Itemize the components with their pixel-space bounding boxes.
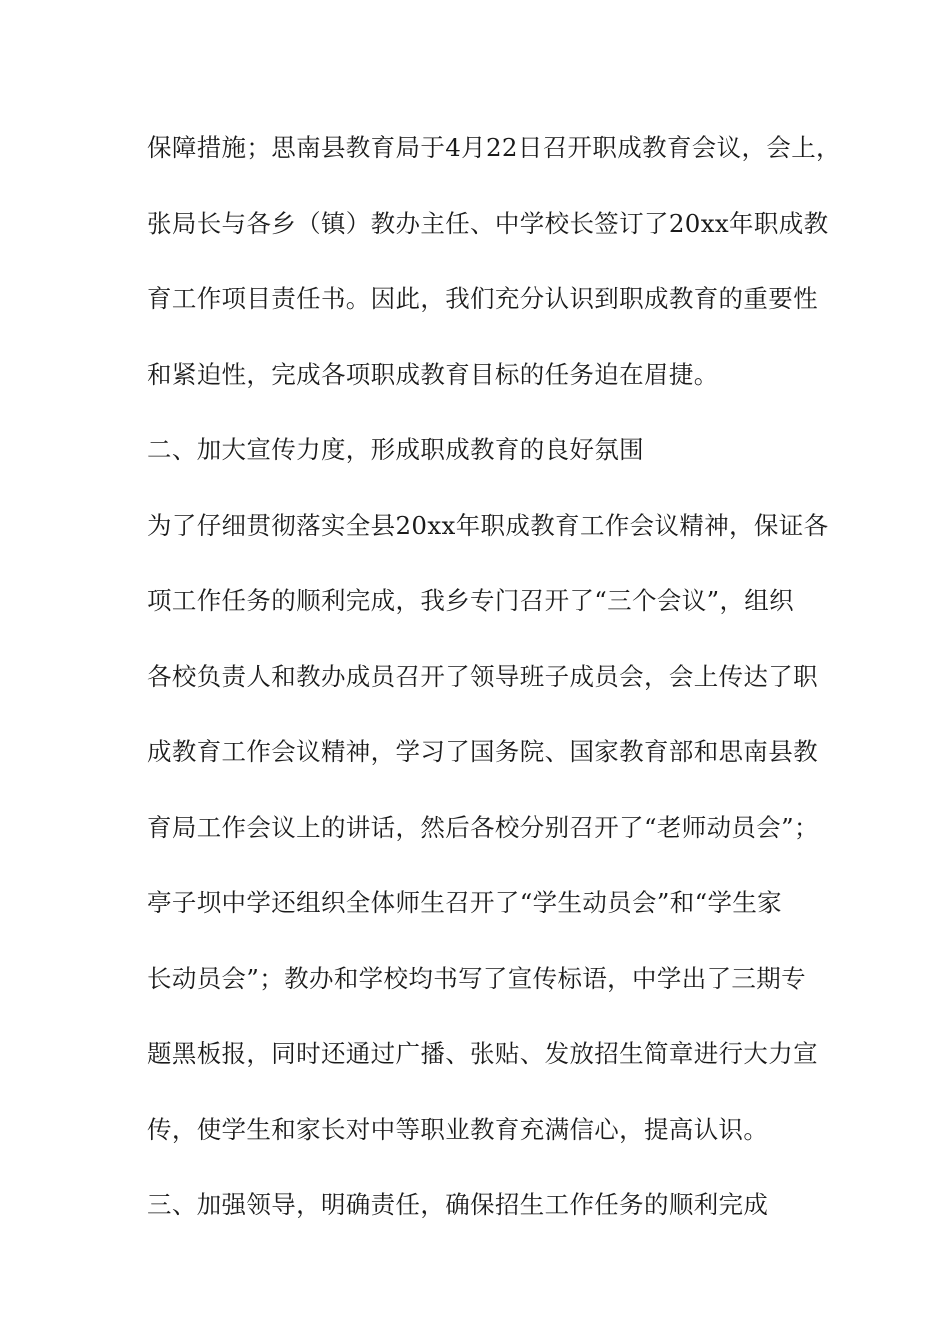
paragraph-line: 长动员会”；教办和学校均书写了宣传标语，中学出了三期专	[147, 963, 806, 993]
paragraph-line: 成教育工作会议精神，学习了国务院、国家教育部和思南县教	[147, 737, 818, 766]
paragraph-line: 传，使学生和家长对中等职业教育充满信心，提高认识。	[147, 1114, 769, 1144]
paragraph-line: 和紧迫性，完成各项职成教育目标的任务迫在眉捷。	[147, 359, 719, 389]
paragraph-line: 亭子坝中学还组织全体师生召开了“学生动员会”和“学生家	[147, 888, 783, 917]
paragraph-line: 题黑板报，同时还通过广播、张贴、发放招生简章进行大力宣	[147, 1039, 818, 1068]
paragraph-line: 各校负责人和教办成员召开了领导班子成员会，会上传达了职	[147, 661, 818, 691]
paragraph-line: 育工作项目责任书。因此，我们充分认识到职成教育的重要性	[147, 284, 818, 313]
section-heading: 三、加强领导，明确责任，确保招生工作任务的顺利完成	[147, 1190, 769, 1219]
paragraph-line: 项工作任务的顺利完成，我乡专门召开了“三个会议”，组织	[147, 586, 794, 615]
paragraph-line: 保障措施；思南县教育局于4月22日召开职成教育会议，会上，	[147, 133, 841, 162]
paragraph-line: 育局工作会议上的讲话，然后各校分别召开了“老师动员会”；	[147, 812, 819, 842]
document-body	[147, 128, 847, 1261]
paragraph-line: 为了仔细贯彻落实全县20xx年职成教育工作会议精神，保证各	[147, 510, 829, 540]
paragraph-line: 张局长与各乡（镇）教办主任、中学校长签订了20xx年职成教	[147, 208, 829, 238]
section-heading: 二、加大宣传力度，形成职成教育的良好氛围	[147, 435, 644, 464]
